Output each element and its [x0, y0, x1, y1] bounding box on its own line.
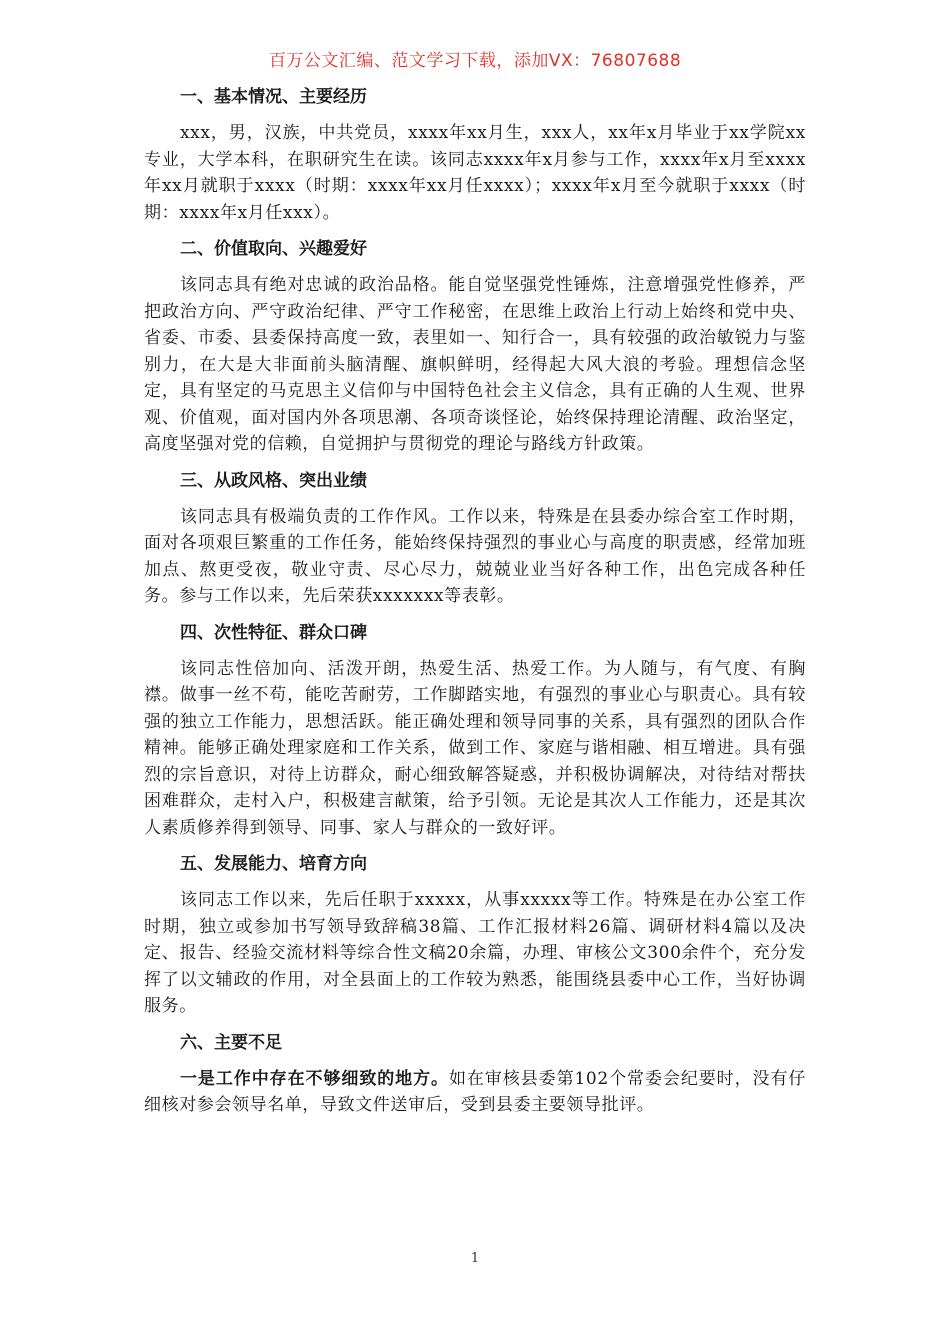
document-body [144, 84, 806, 1129]
section-paragraph: 该同志工作以来，先后任职于xxxxx，从事xxxxx等工作。特殊是在办公室工作时期，独立或参加书写领导致辞稿38篇、工作汇报材料26篇、调研材料4篇以及决定、报告、经验交流材料等综合性文稿20余篇，办理、审核公文300余件个，充分发挥了以文辅政的作用，对全县面上的工作较为熟悉，能围绕县委中心工作，当好协调服务。 [144, 890, 806, 1016]
section-heading: 五、发展能力、培育方向 [180, 854, 367, 874]
page-number: 1 [470, 1251, 480, 1266]
section-heading: 二、价值取向、兴趣爱好 [180, 239, 367, 259]
section-heading: 四、次性特征、群众口碑 [180, 622, 367, 643]
section-heading: 六、主要不足 [180, 1032, 282, 1053]
section-paragraph [144, 1066, 806, 1119]
paragraph-text: 如在审核县委第102个常委会纪要时，没有仔细核对参会领导名单，导致文件送审后，受到县委主要领导批评。 [144, 1068, 807, 1115]
paragraph-lead: 一是工作中存在不够细致的地方。 [180, 1068, 449, 1089]
section-heading: 三、从政风格、突出业绩 [180, 470, 367, 491]
section-paragraph: xxx，男，汉族，中共党员，xxxx年xx月生，xxx人，xx年x月毕业于xx学院xx专业，大学本科，在职研究生在读。该同志xxxx年x月参与工作，xxxx年x月至xxxx年xx月就职于xxxx（时期：xxxx年xx月任xxxx）；xxxx年x月至今就职于xxxx（时期：xxxx年x月任xxx）。 [144, 123, 806, 223]
watermark-banner: 百万公文汇编、范文学习下载，添加VX：76807688 [268, 51, 682, 71]
section-paragraph: 该同志性倍加向、活泼开朗，热爱生活、热爱工作。为人随与，有气度、有胸襟。做事一丝不苟，能吃苦耐劳，工作脚踏实地，有强烈的事业心与职责心。具有较强的独立工作能力，思想活跃。能正确处理和领导同事的关系，具有强烈的团队合作精神。能够正确处理家庭和工作关系，做到工作、家庭与谐相融、相互增进。具有强烈的宗旨意识，对待上访群众，耐心细致解答疑惑，并积极协调解决，对待结对帮扶困难群众，走村入户，积极建言献策，给予引领。无论是其次人工作能力，还是其次人素质修养得到领导、同事、家人与群众的一致好评。 [144, 658, 806, 838]
section-heading: 一、基本情况、主要经历 [180, 87, 367, 107]
section-paragraph: 该同志具有绝对忠诚的政治品格。能自觉坚强党性锤炼，注意增强党性修养，严把政治方向、严守政治纪律、严守工作秘密，在思维上政治上行动上始终和党中央、省委、市委、县委保持高度一致，表里如一、知行合一，具有较强的政治敏锐力与鉴别力，在大是大非面前头脑清醒、旗帜鲜明，经得起大风大浪的考验。理想信念坚定，具有坚定的马克思主义信仰与中国特色社会主义信念，具有正确的人生观、世界观、价值观，面对国内外各项思潮、各项奇谈怪论，始终保持理论清醒、政治坚定，高度坚强对党的信赖，自觉拥护与贯彻党的理论与路线方针政策。 [144, 275, 806, 454]
section-paragraph: 该同志具有极端负责的工作作风。工作以来，特殊是在县委办综合室工作时期，面对各项艰巨繁重的工作任务，能始终保持强烈的事业心与高度的职责感，经常加班加点、熬更受夜，敬业守责、尽心尽力，兢兢业业当好各种工作，出色完成各种任务。参与工作以来，先后荣获xxxxxxx等表彰。 [144, 506, 806, 606]
